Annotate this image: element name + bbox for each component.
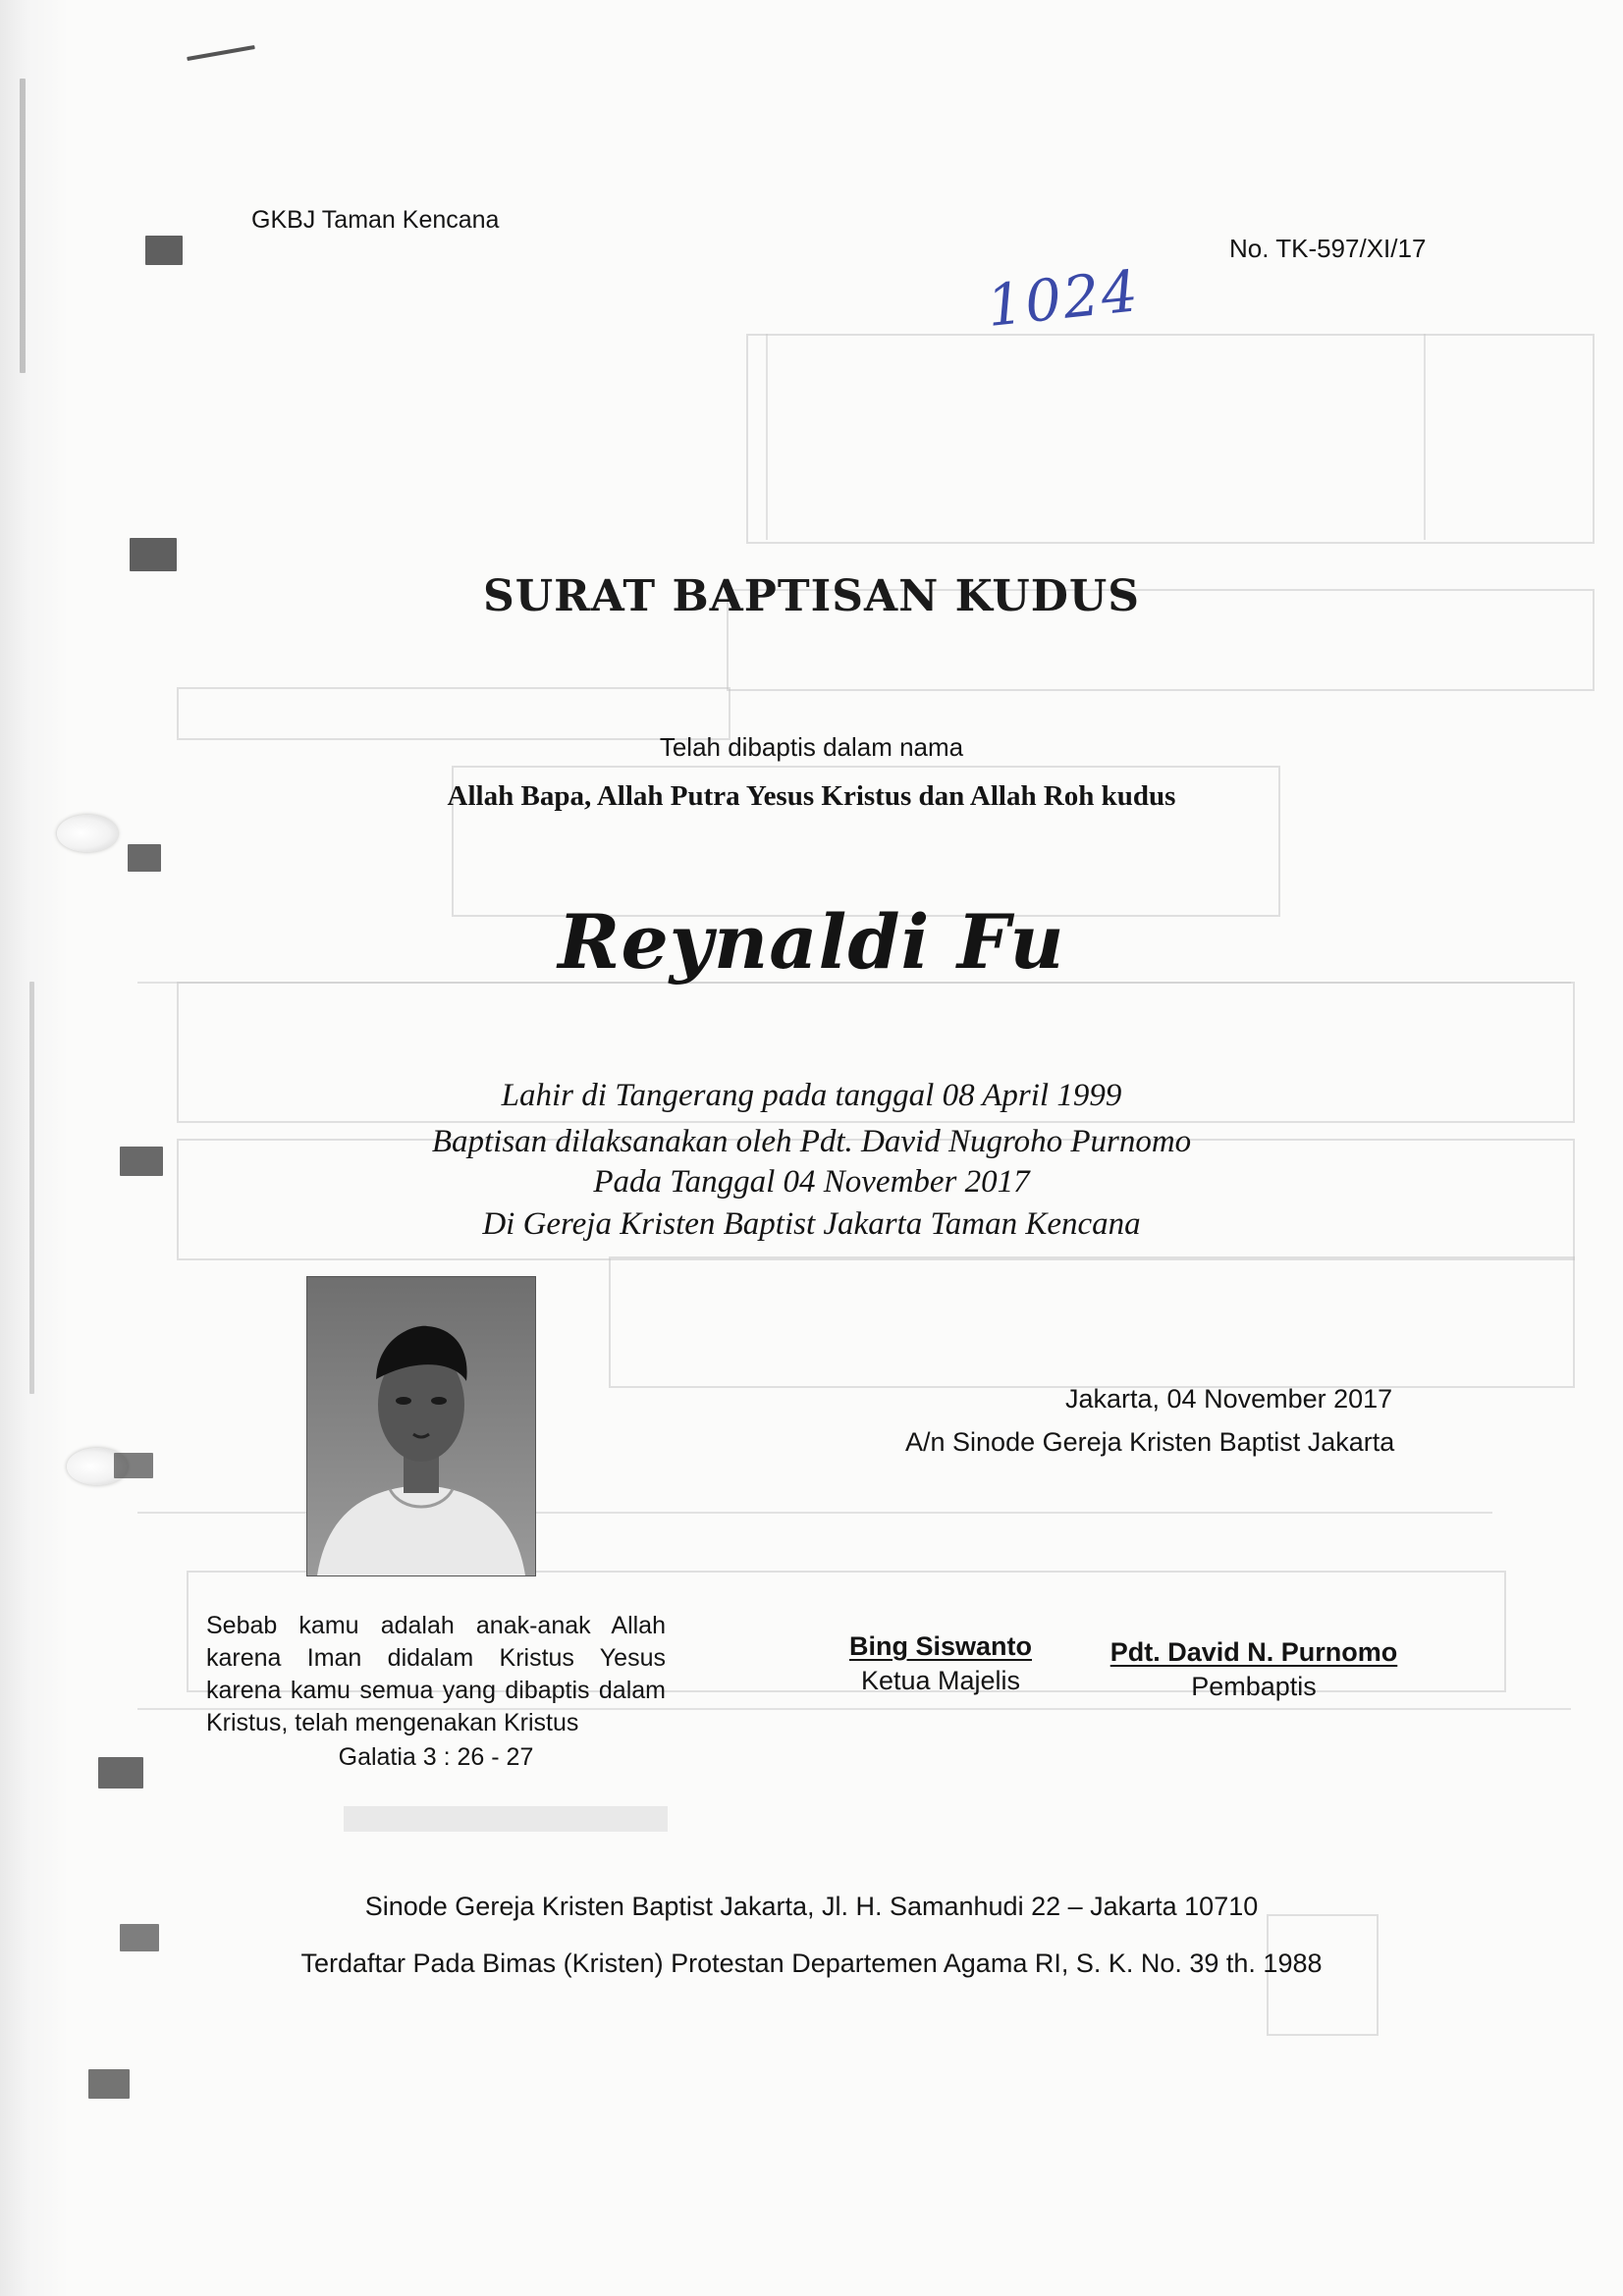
scan-speck	[130, 538, 177, 571]
signatory-role: Ketua Majelis	[860, 1666, 1021, 1695]
scan-speck	[128, 844, 161, 872]
bleedthrough-line	[1424, 334, 1426, 540]
verse-line: Kristus, telah mengenakan Kristus	[206, 1709, 579, 1736]
baptism-date-detail: Pada Tanggal 04 November 2017	[593, 1164, 1030, 1200]
issue-place-date: Jakarta, 04 November 2017	[1065, 1384, 1393, 1414]
verse-line: Sebab kamu adalah anak-anak Allah	[206, 1612, 666, 1639]
bleedthrough-line	[344, 1806, 668, 1832]
signatory-name: Bing Siswanto	[848, 1631, 1032, 1661]
officiant-detail: Baptisan dilaksanakan oleh Pdt. David Nugroho Purnomo	[431, 1124, 1192, 1159]
scan-speck	[20, 79, 26, 373]
scan-speck	[88, 2069, 130, 2099]
on-behalf-line: A/n Sinode Gereja Kristen Baptist Jakarta	[905, 1427, 1395, 1457]
signatory-role: Pembaptis	[1191, 1672, 1317, 1701]
certificate-title: SURAT BAPTISAN KUDUS	[482, 571, 1141, 621]
church-detail: Di Gereja Kristen Baptist Jakarta Taman Kencana	[482, 1206, 1141, 1242]
portrait-photo	[306, 1276, 536, 1576]
scan-speck	[145, 236, 183, 265]
scan-speck	[114, 1453, 153, 1478]
document-number: No. TK-597/XI/17	[1229, 234, 1427, 263]
bleedthrough-line	[766, 334, 768, 540]
bleedthrough-form	[746, 334, 1595, 544]
signature-pastor	[1100, 1637, 1408, 1702]
scan-speck	[120, 1924, 159, 1951]
signature-chairman	[835, 1631, 1047, 1696]
footer-registration: Terdaftar Pada Bimas (Kristen) Protestan Departemen Agama RI, S. K. No. 39 th. 1988	[300, 1949, 1323, 1978]
signatory-name: Pdt. David N. Purnomo	[1109, 1637, 1398, 1667]
birth-detail: Lahir di Tangerang pada tanggal 08 April 1999	[501, 1078, 1122, 1113]
scan-speck	[98, 1757, 143, 1789]
church-name: GKBJ Taman Kencana	[251, 206, 500, 234]
verse-line: karena Iman didalam Kristus Yesus	[206, 1644, 666, 1672]
verse-line: karena kamu semua yang dibaptis dalam	[206, 1677, 666, 1704]
trinity-line: Allah Bapa, Allah Putra Yesus Kristus dan Allah Roh kudus	[447, 780, 1176, 812]
portrait-image	[307, 1277, 535, 1575]
bible-verse	[206, 1610, 666, 1774]
staple-mark	[187, 45, 255, 61]
intro-line: Telah dibaptis dalam nama	[659, 732, 964, 762]
verse-reference: Galatia 3 : 26 - 27	[338, 1743, 534, 1771]
bleedthrough-form	[609, 1256, 1575, 1388]
footer-address: Sinode Gereja Kristen Baptist Jakarta, Jl. H. Samanhudi 22 – Jakarta 10710	[364, 1892, 1259, 1921]
handwritten-number: 1024	[983, 257, 1143, 340]
punch-hole	[57, 815, 118, 852]
baptized-person-name: Reynaldi Fu	[558, 898, 1065, 986]
